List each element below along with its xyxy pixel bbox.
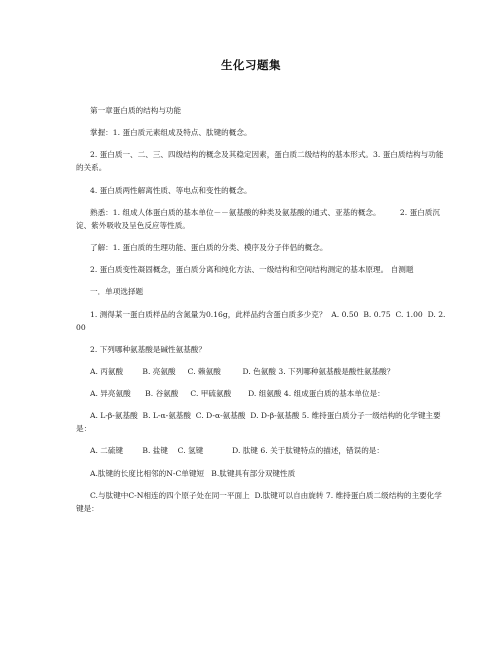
question-options: A. 二硫键 B. 盐键 C. 氢键 D. 肽键 6. 关于肽键特点的描述，错误的是： <box>90 446 384 456</box>
question-options: A. L-β-氨基酸 B. L-α-氨基酸 C. D-α-氨基酸 D. D-β-氨基酸 5. 维持蛋白质分子一级结构的化学键主要是： <box>76 411 441 434</box>
question-options: C.与肽键中C-N相连的四个原子处在同一平面上 D.肽键可以自由旋转 7. 维持蛋白质二级结构的主要化学键是： <box>76 490 442 513</box>
paragraph: 掌握：1. 蛋白质元素组成及特点、肽键的概念。 <box>90 128 252 138</box>
paragraph: 熟悉：1. 组成人体蛋白质的基本单位－－氨基酸的种类及氨基酸的通式、亚基的概念。 2. 蛋白质沉淀、紫外吸收及呈色反应等性质。 <box>76 207 440 230</box>
question-options: A. 丙氨酸 B. 亮氨酸 C. 赖氨酸 D. 色氨酸 3. 下列哪种氨基酸是酸性氨基酸？ <box>90 366 395 376</box>
question-options: A. 异亮氨酸 B. 谷氨酸 C. 甲硫氨酸 D. 组氨酸 4. 组成蛋白质的基本单位是： <box>90 389 385 399</box>
paragraph: 2. 蛋白质一、二、三、四级结构的概念及其稳定因素，蛋白质二级结构的基本形式。3. 蛋白质结构与功能的关系。 <box>76 150 444 173</box>
paragraph: 了解：1. 蛋白质的生理功能、蛋白质的分类、模序及分子伴侣的概念。 <box>90 242 328 252</box>
question-options: A.肽键的长度比相邻的N-C单键短 B.肽键具有部分双键性质 <box>90 468 296 478</box>
paragraph: 2. 蛋白质变性凝固概念，蛋白质分离和纯化方法、一级结构和空间结构测定的基本原理。 自测题 <box>90 265 414 275</box>
paragraph: 4. 蛋白质两性解离性质、等电点和变性的概念。 <box>90 185 252 195</box>
question: 2. 下列哪种氨基酸是碱性氨基酸？ <box>90 344 206 354</box>
chapter-heading: 第一章蛋白质的结构与功能 <box>90 106 182 115</box>
question: 1. 测得某一蛋白质样品的含氮量为0.16g，此样品约含蛋白质多少克？ A. 0.50 B. 0.75 C. 1.00 D. 2.00 <box>76 309 446 332</box>
document-body <box>76 104 448 524</box>
section-heading: 一．单项选择题 <box>90 287 144 297</box>
document-title: 生化习题集 <box>221 58 281 72</box>
